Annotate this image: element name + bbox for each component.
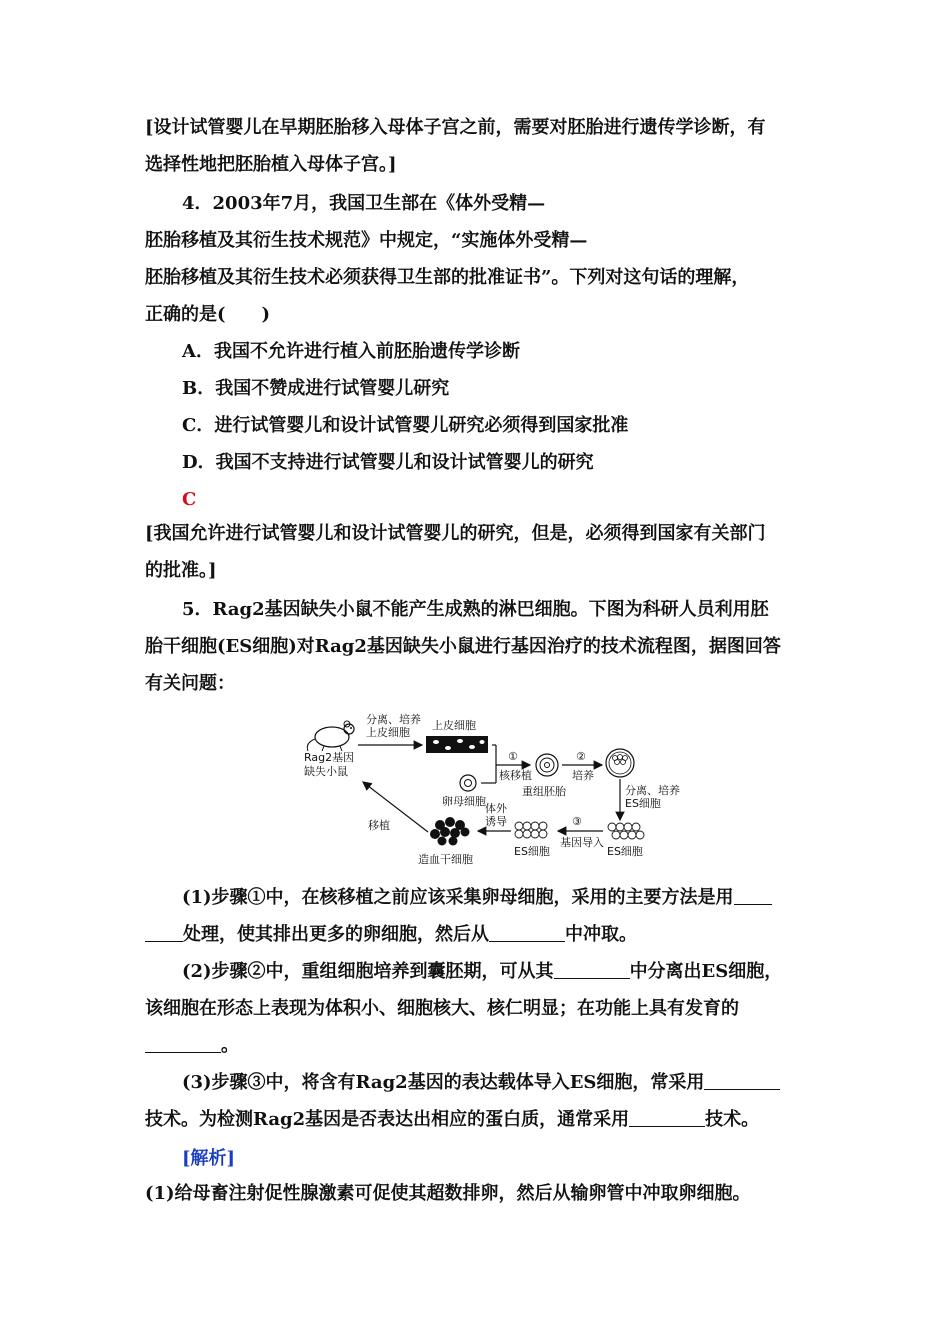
- es-cells-label-1: ES细胞: [625, 797, 661, 810]
- q5-sub2-line3: [145, 1034, 239, 1058]
- oocyte-shape: [460, 775, 476, 791]
- answer-blank-1a: [734, 886, 772, 905]
- hematopoietic-stem-cells-shape: [430, 817, 470, 846]
- in-vitro-label-line2: 诱导: [485, 815, 507, 828]
- q5-sub2-text-b: 中分离出ES细胞，: [629, 961, 783, 982]
- step3-number: ③: [572, 815, 582, 828]
- q4-explanation-line2: 的批准。]: [145, 560, 217, 581]
- q4-stem-line3: 胚胎移植及其衍生技术必须获得卫生部的批准证书”。下列对这句话的理解，: [145, 267, 750, 288]
- es-cells-label-3: ES细胞: [607, 845, 643, 858]
- step2-number: ②: [576, 750, 586, 763]
- answer-blank-6: [629, 1108, 705, 1127]
- answer-blank-2: [489, 923, 565, 942]
- q5-sub1-text-b: 处理，使其排出更多的卵细胞，然后从: [183, 924, 489, 945]
- q4-stem-line1: 4．2003年7月，我国卫生部在《体外受精—: [182, 193, 546, 214]
- q5-sub3-line1: [182, 1071, 780, 1095]
- transplant-label: 移植: [368, 819, 390, 832]
- q5-stem-line2: 胎干细胞(ES细胞)对Rag2基因缺失小鼠进行基因治疗的技术流程图，据图回答: [145, 636, 781, 657]
- q5-sub3-text-c: 技术。: [705, 1109, 760, 1130]
- q4-option-b: B．我国不赞成进行试管婴儿研究: [182, 378, 450, 399]
- q4-stem-line4: 正确的是( ): [145, 304, 271, 325]
- q5-stem-line1: 5．Rag2基因缺失小鼠不能产生成熟的淋巴细胞。下图为科研人员利用胚: [182, 599, 769, 620]
- separate-culture-es-label: 分离、培养: [625, 784, 680, 797]
- q5-sub1-text-a: (1)步骤①中，在核移植之前应该采集卵母细胞，采用的主要方法是用: [182, 887, 734, 908]
- answer-blank-5: [704, 1071, 780, 1090]
- q5-sub3-text-a: (3)步骤③中，将含有Rag2基因的表达载体导入ES细胞，常采用: [182, 1072, 705, 1093]
- q5-sub1-text-c: 中冲取。: [565, 924, 637, 945]
- answer-blank-4: [145, 1034, 221, 1053]
- es-cells-shape-right: [608, 823, 644, 839]
- oocyte-label: 卵母细胞: [442, 795, 486, 808]
- in-vitro-label-line1: 体外: [485, 802, 507, 815]
- blastocyst-shape: [606, 749, 634, 777]
- q4-answer: C: [182, 489, 197, 510]
- step2-label: 培养: [572, 769, 594, 782]
- q4-option-d: D．我国不支持进行试管婴儿和设计试管婴儿的研究: [182, 452, 594, 473]
- step1-number: ①: [508, 750, 518, 763]
- q5-stem-line3: 有关问题：: [145, 673, 235, 694]
- q5-sub2-line2: 该细胞在形态上表现为体积小、细胞核大、核仁明显；在功能上具有发育的: [145, 998, 739, 1019]
- explanation-3-line2: 选择性地把胚胎植入母体子宫。]: [145, 154, 397, 175]
- mouse-label-line1: Rag2基因: [304, 751, 355, 764]
- q5-analysis-line1: (1)给母畜注射促性腺激素可促使其超数排卵，然后从输卵管中冲取卵细胞。: [145, 1183, 751, 1204]
- q5-sub2-text-c: 。: [221, 1035, 239, 1056]
- q4-explanation-line1: [我国允许进行试管婴儿和设计试管婴儿的研究，但是，必须得到国家有关部门: [145, 523, 766, 544]
- answer-blank-3: [554, 960, 630, 979]
- epithelial-cells-label: 上皮细胞: [432, 719, 476, 732]
- q5-sub1-line1: [182, 886, 772, 910]
- q5-sub3-text-b: 技术。为检测Rag2基因是否表达出相应的蛋白质，通常采用: [145, 1109, 630, 1130]
- answer-blank-1b: [145, 923, 183, 942]
- q5-sub2-line1: [182, 960, 782, 984]
- step1-label: 核移植: [499, 769, 532, 782]
- mouse-icon: [307, 721, 354, 751]
- mouse-label-line2: 缺失小鼠: [304, 765, 348, 778]
- hsc-label: 造血干细胞: [418, 853, 473, 866]
- q5-sub1-line2: [145, 923, 637, 947]
- es-cells-shape-middle: [515, 822, 547, 838]
- separate-culture-label: 分离、培养: [366, 713, 421, 726]
- epithelial-cells-shape: [426, 736, 488, 753]
- reconstructed-embryo-label: 重组胚胎: [522, 785, 566, 798]
- q5-analysis-label: [解析]: [182, 1148, 236, 1169]
- q4-option-c: C．进行试管婴儿和设计试管婴儿研究必须得到国家批准: [182, 415, 629, 436]
- q4-stem-line2: 胚胎移植及其衍生技术规范》中规定，“实施体外受精—: [145, 230, 588, 251]
- explanation-3-line1: [设计试管婴儿在早期胚胎移入母体子宫之前，需要对胚胎进行遗传学诊断，有: [145, 117, 766, 138]
- reconstructed-embryo-shape: [536, 754, 558, 776]
- step3-label: 基因导入: [560, 836, 604, 849]
- es-cells-label-2: ES细胞: [514, 845, 550, 858]
- epithelial-cells-arrow-label: 上皮细胞: [366, 726, 410, 739]
- q4-option-a: A．我国不允许进行植入前胚胎遗传学诊断: [182, 341, 520, 362]
- q5-sub3-line2: [145, 1108, 759, 1132]
- gene-therapy-flow-diagram: [300, 705, 695, 875]
- q5-sub2-text-a: (2)步骤②中，重组细胞培养到囊胚期，可从其: [182, 961, 554, 982]
